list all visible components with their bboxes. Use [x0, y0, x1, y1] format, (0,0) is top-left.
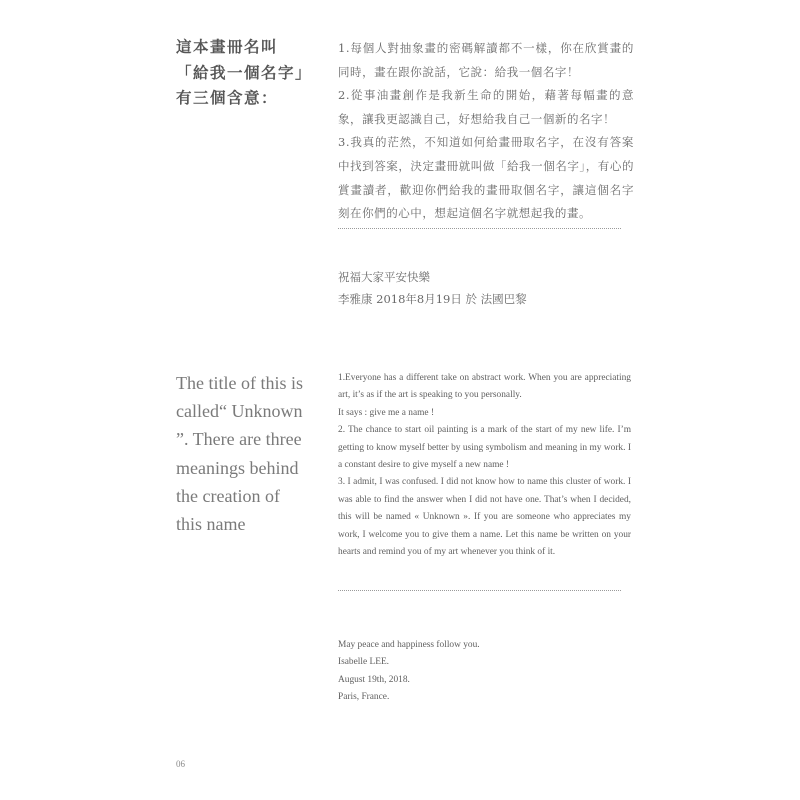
- chinese-heading-line: 有三個含意：: [176, 88, 279, 107]
- chinese-heading: [176, 34, 316, 111]
- english-heading-line: the creation of: [176, 485, 280, 506]
- chinese-paragraph: 2.從事油畫創作是我新生命的開始，藉著每幅畫的意象，讓我更認識自己，好想給我自己一個新的名字！: [338, 88, 634, 126]
- chinese-heading-line: 這本畫冊名叫: [176, 37, 279, 56]
- english-signature-line: Isabelle LEE.: [338, 657, 390, 668]
- english-signature: [338, 637, 480, 707]
- chinese-dotted-divider: [338, 228, 621, 229]
- chinese-paragraph: 3.我真的茫然，不知道如何給畫冊取名字，在沒有答案中找到答案，決定畫冊就叫做「給我一個名字」，有心的賞畫讀者，歡迎你們給我的畫冊取個名字，讓這個名字刻在你們的心中，想起這個名字就想起我的畫。: [338, 135, 634, 221]
- english-paragraph: 3. I admit, I was confused. I did not know how to name this cluster of work. I was able to find the answer when I did not have one. That’s when I decided, this will be named « Unknown ». If you are someone who appreciates my work, I welcome you to give them a name. Let this name be written on your hearts and remind you of my art whenever you think of it.: [338, 477, 631, 558]
- english-paragraph: It says : give me a name !: [338, 407, 435, 418]
- english-signature-line: August 19th, 2018.: [338, 674, 410, 685]
- english-body: [338, 370, 631, 561]
- page-number: 06: [176, 759, 185, 769]
- chinese-signature: [338, 266, 527, 310]
- english-signature-line: May peace and happiness follow you.: [338, 640, 480, 650]
- english-heading-line: meanings behind: [176, 457, 299, 478]
- english-dotted-divider: [338, 590, 621, 591]
- chinese-signature-line: 祝福大家平安快樂: [338, 270, 430, 284]
- chinese-paragraph: 1.每個人對抽象畫的密碼解讀都不一樣，你在欣賞畫的同時，畫在跟你說話，它說：給我一個名字！: [338, 41, 634, 79]
- chinese-heading-line: 「給我一個名字」: [176, 62, 313, 82]
- english-heading-line: ”. There are three: [176, 429, 302, 450]
- english-paragraph: 2. The chance to start oil painting is a mark of the start of my new life. I’m getting to know myself better by using symbolism and meaning in my work. I a constant desire to give myself a new name !: [338, 425, 631, 471]
- english-heading: [176, 369, 326, 538]
- english-paragraph: 1.Everyone has a different take on abstract work. When you are appreciating art, it’s as if the art is speaking to you personally.: [338, 373, 631, 401]
- english-heading-line: this name: [176, 514, 246, 535]
- chinese-signature-line: 李雅康 2018年8月19日 於 法國巴黎: [338, 292, 527, 306]
- english-heading-line: called“ Unknown: [176, 401, 303, 422]
- english-heading-line: The title of this is: [176, 373, 303, 393]
- chinese-body: [338, 37, 634, 226]
- english-signature-line: Paris, France.: [338, 692, 390, 703]
